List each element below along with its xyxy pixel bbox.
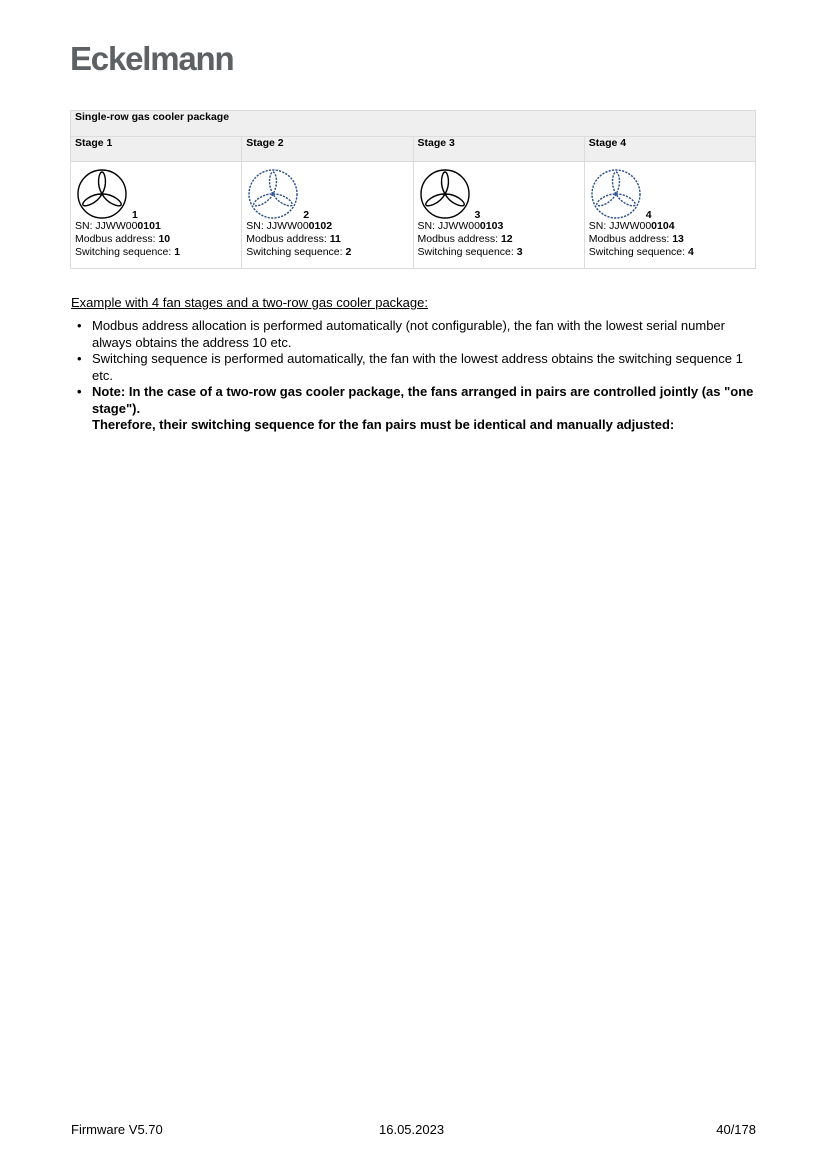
fan-number: 2 <box>303 209 310 221</box>
modbus-address: Modbus address: 11 <box>246 233 341 245</box>
stage-header: Stage 1 <box>71 137 242 162</box>
table-caption: Single-row gas cooler package <box>71 111 756 137</box>
note-line: Therefore, their switching sequence for the fan pairs must be identical and manually adjusted: <box>92 417 675 432</box>
modbus-address: Modbus address: 13 <box>588 233 684 245</box>
list-item: • Switching sequence is performed automatically, the fan with the lowest address obtains the switching sequence 1 etc. <box>71 351 761 384</box>
fan-number: 4 <box>645 209 652 221</box>
serial-number: SN: JJWW000103 <box>417 220 504 232</box>
list-item: • Modbus address allocation is performed automatically (not configurable), the fan with the lowest serial number always obtains the address 10 etc. <box>71 318 761 351</box>
stage-header: Stage 2 <box>242 137 413 162</box>
gas-cooler-table <box>70 110 756 269</box>
switching-sequence: Switching sequence: 2 <box>246 246 352 258</box>
fan-icon <box>247 168 299 220</box>
serial-number: SN: JJWW000101 <box>75 220 161 232</box>
modbus-address: Modbus address: 10 <box>75 233 171 245</box>
list-item <box>71 384 761 434</box>
stage-cell <box>584 162 755 269</box>
stage-header: Stage 3 <box>413 137 584 162</box>
fan-number: 3 <box>474 209 481 221</box>
stage-cell <box>71 162 242 269</box>
switching-sequence: Switching sequence: 1 <box>75 246 181 258</box>
footer-date: 16.05.2023 <box>379 1122 445 1137</box>
fan-icon <box>590 168 642 220</box>
notes-list <box>71 318 761 434</box>
stage-cell <box>413 162 584 269</box>
footer-firmware: Firmware V5.70 <box>71 1122 163 1137</box>
switching-sequence: Switching sequence: 4 <box>588 246 694 258</box>
stage-cell <box>242 162 413 269</box>
modbus-address: Modbus address: 12 <box>417 233 513 245</box>
stage-header: Stage 4 <box>584 137 755 162</box>
fan-icon <box>76 168 128 220</box>
switching-sequence: Switching sequence: 3 <box>417 246 523 258</box>
note-line: Note: In the case of a two-row gas cooler package, the fans arranged in pairs are controlled jointly (as "one stage"). <box>92 384 754 416</box>
footer-page-number: 40/178 <box>716 1122 756 1137</box>
serial-number: SN: JJWW000104 <box>588 220 675 232</box>
fan-icon <box>419 168 471 220</box>
eckelmann-logo: Eckelmann <box>70 40 234 77</box>
fan-number: 1 <box>132 209 138 221</box>
section-heading: Example with 4 fan stages and a two-row gas cooler package: <box>71 295 428 310</box>
serial-number: SN: JJWW000102 <box>246 220 333 232</box>
